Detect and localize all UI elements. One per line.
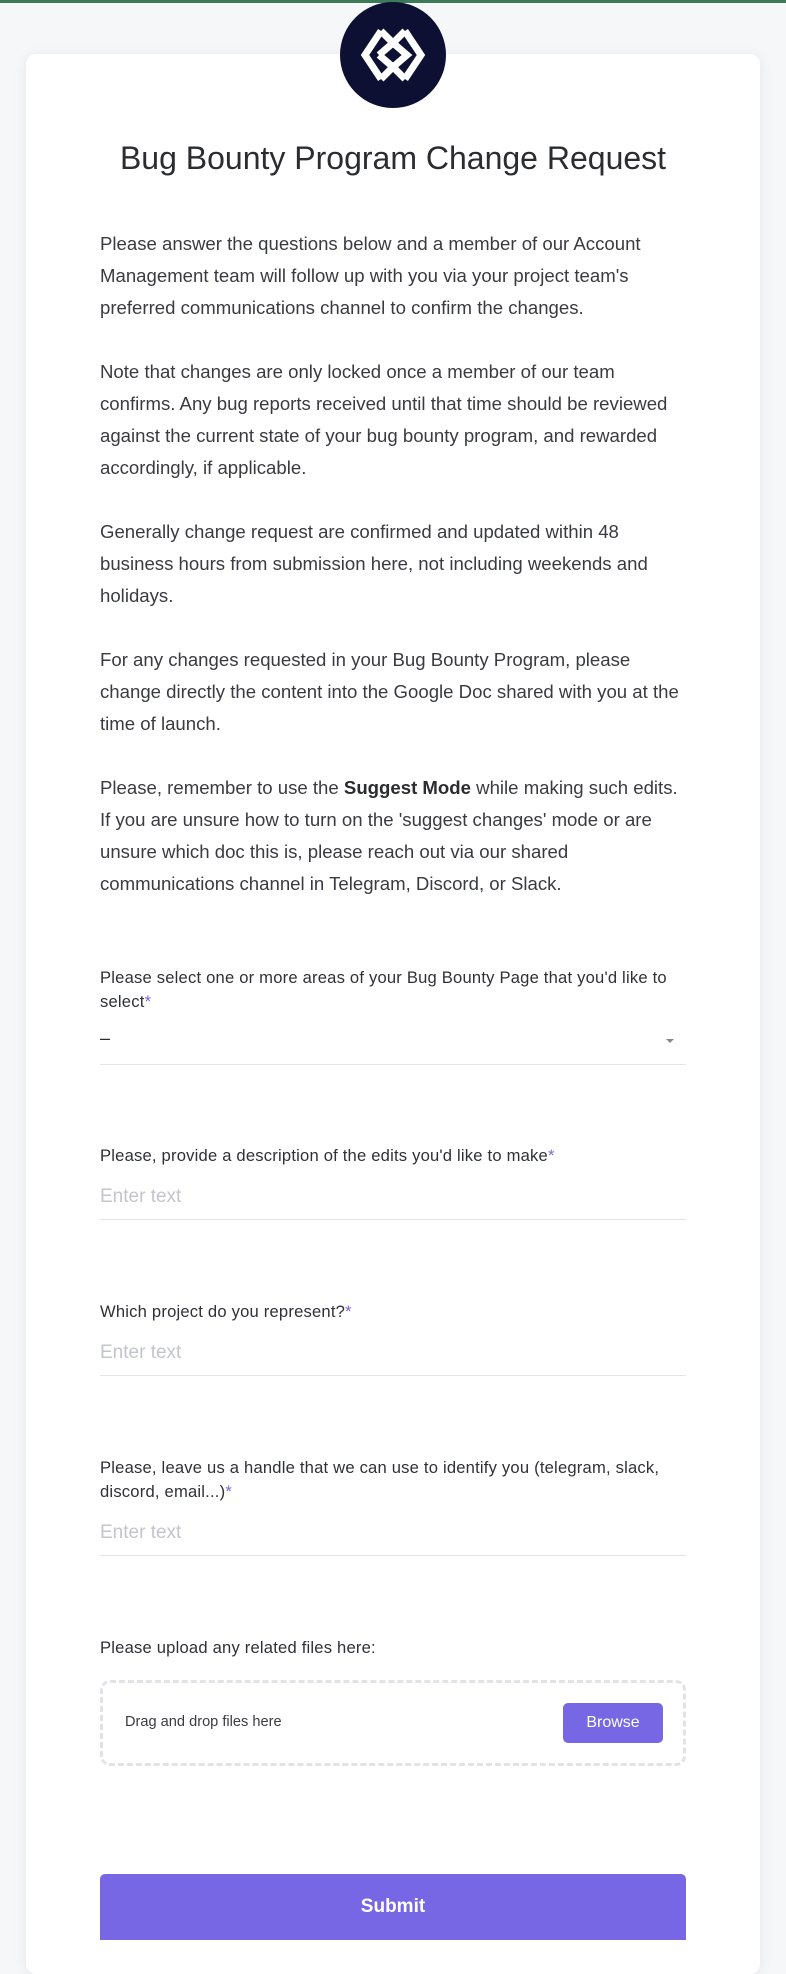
brand-logo xyxy=(340,2,446,108)
areas-select-value: – xyxy=(100,1028,111,1048)
dropzone-text: Drag and drop files here xyxy=(125,1714,282,1730)
areas-label xyxy=(100,966,686,1014)
suggest-mode-emphasis: Suggest Mode xyxy=(343,777,471,798)
files-field xyxy=(100,1636,686,1660)
project-input[interactable] xyxy=(100,1324,686,1376)
intro-paragraph-5 xyxy=(100,772,690,900)
caret-down-icon xyxy=(666,1039,674,1043)
intro-paragraph-2: Note that changes are only locked once a member of our team confirms. Any bug reports received until that time should be reviewed against the current state of your bug bounty program, and rewarded accordingly, if applicable. xyxy=(100,361,668,478)
intro-paragraph-5-start: Please, remember to use the xyxy=(100,777,344,798)
required-mark: * xyxy=(547,1146,555,1165)
description-field xyxy=(100,1144,686,1220)
areas-select[interactable] xyxy=(100,1014,686,1065)
file-dropzone[interactable] xyxy=(100,1680,686,1766)
project-field xyxy=(100,1300,686,1376)
description-input[interactable] xyxy=(100,1168,686,1220)
files-label: Please upload any related files here: xyxy=(100,1638,376,1657)
handle-label-text: Please, leave us a handle that we can use to identify you (telegram, slack, discord, email...) xyxy=(100,1458,660,1501)
intro-paragraph-3: Generally change request are confirmed and updated within 48 business hours from submission here, not including weekends and holidays. xyxy=(100,521,648,606)
intro-paragraph-1: Please answer the questions below and a member of our Account Management team will follow up with you via your project team's preferred communications channel to confirm the changes. xyxy=(100,233,641,318)
submit-button[interactable]: Submit xyxy=(100,1874,686,1940)
required-mark: * xyxy=(225,1482,232,1501)
page-title: Bug Bounty Program Change Request xyxy=(119,140,667,176)
description-label xyxy=(100,1144,686,1168)
intro-text xyxy=(100,228,690,932)
areas-field xyxy=(100,966,686,1065)
handle-field xyxy=(100,1456,686,1556)
browse-button[interactable]: Browse xyxy=(563,1703,663,1743)
required-mark: * xyxy=(345,1302,352,1321)
project-label xyxy=(100,1300,686,1324)
areas-label-text: Please select one or more areas of your Bug Bounty Page that you'd like to select xyxy=(100,968,667,1011)
required-mark: * xyxy=(144,992,152,1011)
handle-input[interactable] xyxy=(100,1504,686,1556)
brand-diamond-icon xyxy=(357,25,429,85)
handle-label xyxy=(100,1456,686,1504)
intro-paragraph-4: For any changes requested in your Bug Bounty Program, please change directly the content into the Google Doc shared with you at the time of launch. xyxy=(100,649,679,734)
description-label-text: Please, provide a description of the edits you'd like to make xyxy=(100,1146,548,1165)
intro-paragraph-5-end: while making such edits. If you are unsure how to turn on the 'suggest changes' mode or are unsure which doc this is, please reach out via our shared communications channel in Telegram, Discord, or Slack. xyxy=(100,777,678,894)
project-label-text: Which project do you represent? xyxy=(100,1302,346,1321)
